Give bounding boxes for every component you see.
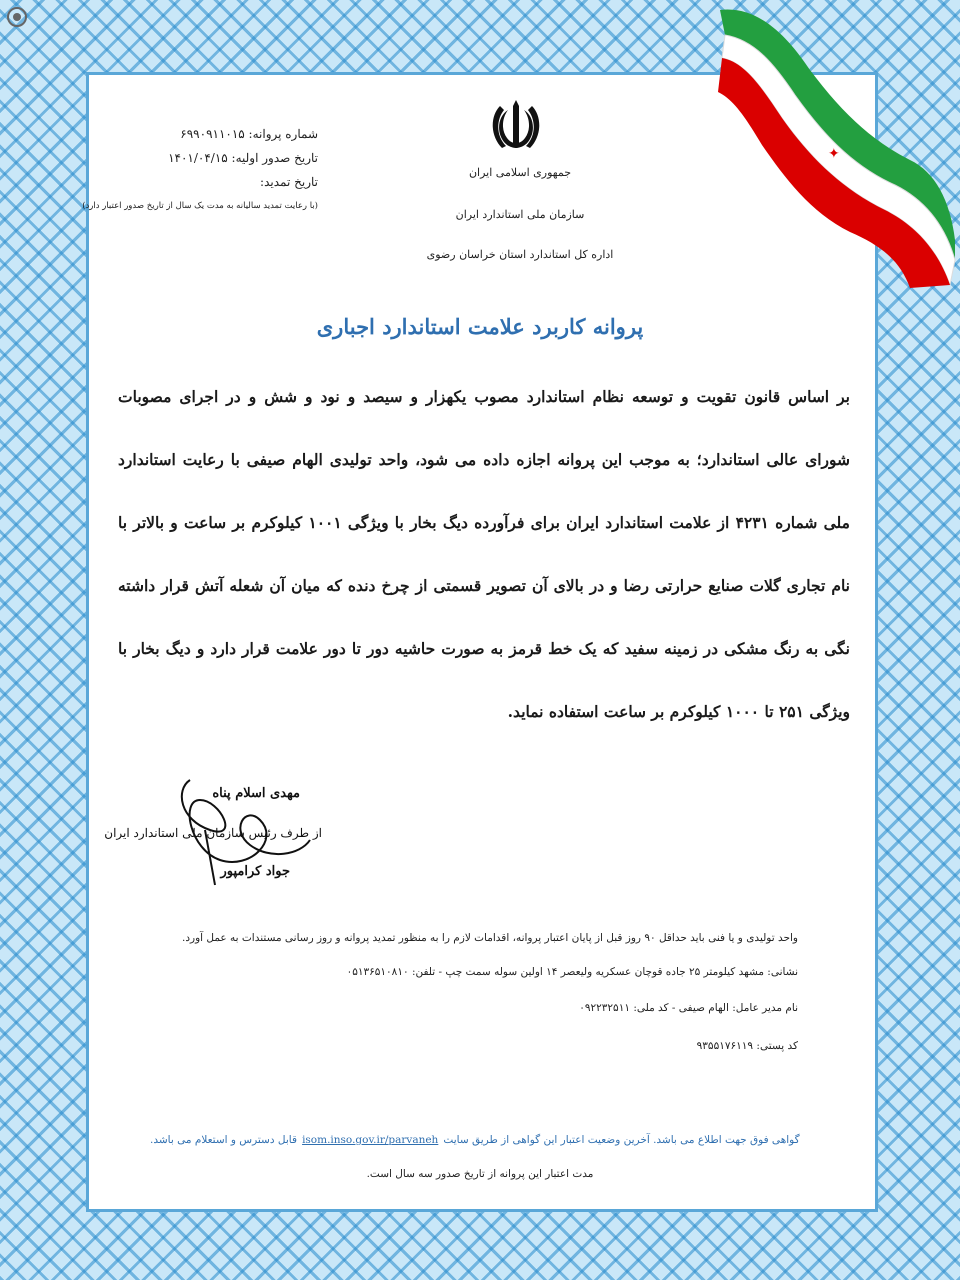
renewal-date: تاریخ تمدید:: [260, 175, 318, 189]
office-label: اداره کل استاندارد استان خراسان رضوی: [426, 248, 614, 261]
iran-emblem-icon: [486, 96, 546, 156]
verification-prefix: گواهی فوق جهت اطلاع می باشد. آخرین وضعیت اعتبار این گواهی از طریق سایت: [443, 1134, 800, 1146]
iran-flag-ribbon-icon: [700, 0, 960, 290]
renewal-notice: واحد تولیدی و یا فنی باید حداقل ۹۰ روز قبل از پایان اعتبار پروانه، اقدامات لازم را به منظور تمدید پروانه و روز رسانی مستندات به عمل آورد.: [182, 932, 798, 944]
signer-position: از طرف رئیس سازمان ملی استاندارد ایران: [104, 826, 322, 840]
address-line: نشانی: مشهد کیلومتر ۲۵ جاده قوچان عسکریه ولیعصر ۱۴ اولین سوله سمت چپ - تلفن: ۰۵۱۳۶۵۱۰۸۱۰: [346, 966, 798, 978]
manager-line: نام مدیر عامل: الهام صیفی - کد ملی: ۰۹۲۲۳۲۵۱۱: [579, 1002, 798, 1014]
svg-text:✦: ✦: [828, 146, 840, 162]
renewal-note: (با رعایت تمدید سالیانه به مدت یک سال از تاریخ صدور اعتبار دارد): [82, 201, 318, 211]
republic-label: جمهوری اسلامی ایران: [468, 166, 572, 179]
verification-note: [150, 1128, 800, 1147]
verification-url-link[interactable]: isom.inso.gov.ir/parvaneh: [302, 1134, 439, 1146]
first-issue-date: تاریخ صدور اولیه: ۱۴۰۱/۰۴/۱۵: [168, 151, 318, 165]
certificate-title: پروانه کاربرد علامت استاندارد اجباری: [316, 314, 644, 339]
certificate-body-text: بر اساس قانون تقویت و توسعه نظام استاندارد مصوب یکهزار و سیصد و نود و شش و در اجرای مصوبات شورای عالی استاندارد؛ به موجب این پروانه اجازه داده می شود، واحد تولیدی الهام صیفی با رعایت استاندارد ملی شماره ۴۲۳۱ از علامت استاندارد ایران برای فرآورده دیگ بخار با ویژگی ۱۰۰۱ کیلوکرم بر ساعت و بالاتر با نام تجاری گلات صنایع حرارتی رضا و در بالای آن تصویر قسمتی از چرخ دنده که میان آن شعله آتش قرار داشته نگی به رنگ مشکی در زمینه سفید که یک خط قرمز به صورت حاشیه دور تا دور علامت قرار دارد و دیگ بخار با ویژگی ۲۵۱ تا ۱۰۰۰ کیلوکرم بر ساعت استفاده نماید.: [118, 387, 850, 721]
corner-ornament-icon: [2, 2, 32, 32]
organization-label: سازمان ملی استاندارد ایران: [455, 208, 585, 221]
validity-line: مدت اعتبار این پروانه از تاریخ صدور سه سال است.: [366, 1168, 594, 1180]
signer-name: مهدی اسلام پناه: [212, 786, 300, 801]
license-number: شماره پروانه: ۶۹۹۰۹۱۱۰۱۵: [180, 127, 318, 141]
postal-code-line: کد پستی: ۹۳۵۵۱۷۶۱۱۹: [696, 1040, 798, 1052]
verification-suffix: قابل دسترس و استعلام می باشد.: [150, 1134, 297, 1146]
second-signer-name: جواد کرامپور: [220, 864, 290, 879]
